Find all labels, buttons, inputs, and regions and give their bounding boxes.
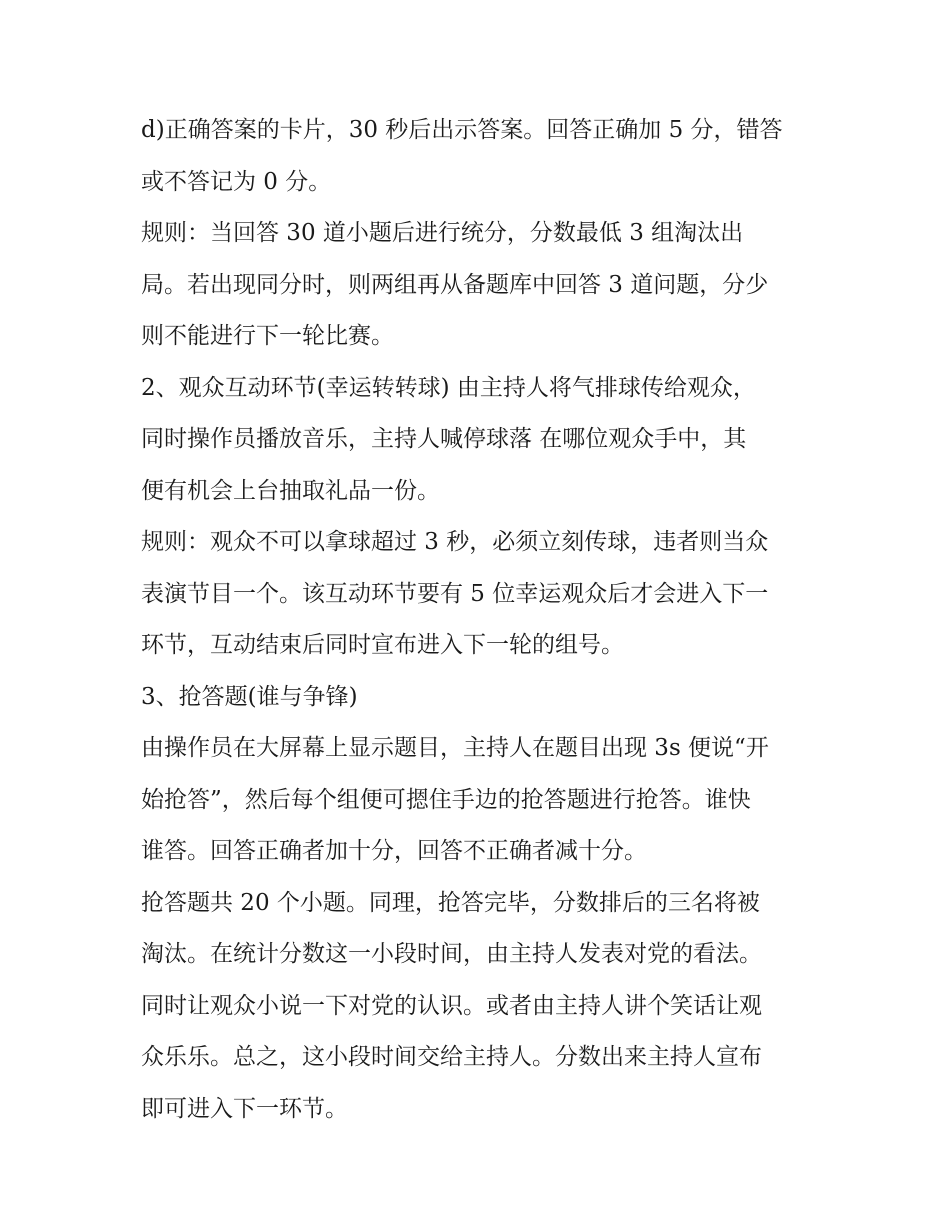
text-line: 淘汰。在统计分数这一小段时间，由主持人发表对党的看法。	[141, 941, 762, 967]
document-body	[141, 107, 821, 1137]
text-line: 始抢答”，然后每个组便可摁住手边的抢答题进行抢答。谁快	[141, 786, 751, 813]
text-line: 规则：观众不可以拿球超过 3 秒，必须立刻传球，违者则当众	[141, 529, 769, 555]
text-line: d)正确答案的卡片，30 秒后出示答案。回答正确加 5 分，错答	[141, 117, 783, 143]
text-line: 局。若出现同分时，则两组再从备题库中回答 3 道问题，分少	[141, 271, 769, 298]
text-line: 抢答题共 20 个小题。同理，抢答完毕，分数排后的三名将被	[141, 889, 760, 916]
text-line: 或不答记为 0 分。	[141, 168, 332, 195]
text-line: 表演节目一个。该互动环节要有 5 位幸运观众后才会进入下一	[141, 580, 769, 607]
text-line: 同时操作员播放音乐，主持人喊停球落 在哪位观众手中，其	[141, 426, 747, 452]
text-line: 同时让观众小说一下对党的认识。或者由主持人讲个笑话让观	[141, 992, 762, 1019]
text-line: 则不能进行下一轮比赛。	[141, 323, 394, 349]
text-line: 即可进入下一环节。	[141, 1095, 348, 1122]
text-line: 谁答。回答正确者加十分，回答不正确者减十分。	[141, 838, 647, 864]
text-line: 便有机会上台抽取礼品一份。	[141, 477, 440, 504]
section-heading-line: 2、观众互动环节(幸运转转球) 由主持人将气排球传给观众，	[141, 374, 756, 401]
text-line: 由操作员在大屏幕上显示题目，主持人在题目出现 3s 便说“开	[141, 735, 769, 761]
text-line: 环节，互动结束后同时宣布进入下一轮的组号。	[141, 632, 624, 658]
text-line: 规则：当回答 30 道小题后进行统分，分数最低 3 组淘汰出	[141, 220, 744, 246]
section-heading-line: 3、抢答题(谁与争锋)	[141, 683, 358, 710]
text-line: 众乐乐。总之，这小段时间交给主持人。分数出来主持人宣布	[141, 1044, 762, 1070]
